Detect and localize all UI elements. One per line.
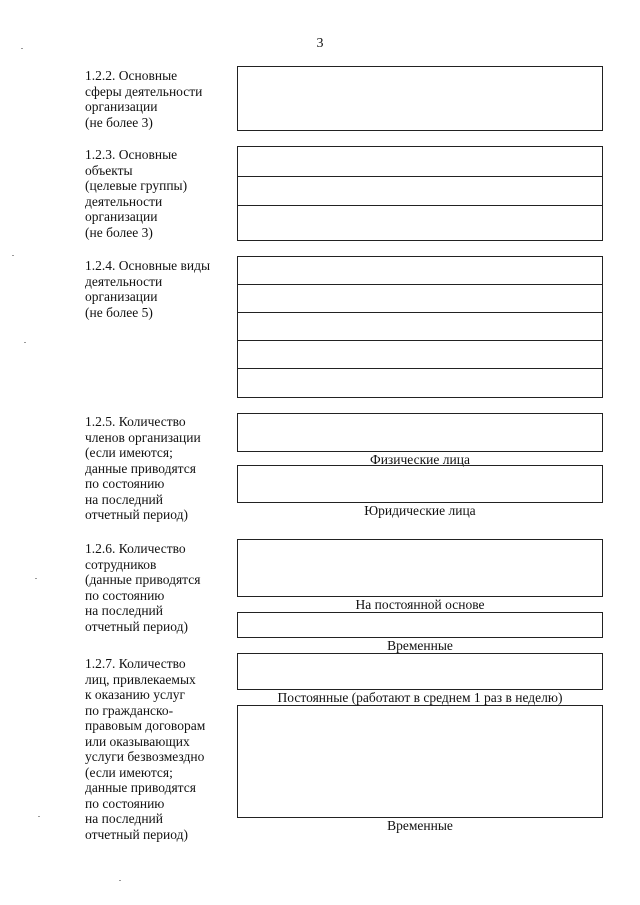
scan-speck — [119, 880, 121, 881]
section-1-2-4-row[interactable] — [238, 341, 602, 369]
section-1-2-4-row[interactable] — [238, 369, 602, 397]
section-1-2-7-temporary-field[interactable] — [237, 705, 603, 817]
page-number: 3 — [316, 36, 324, 51]
section-1-2-2-label: 1.2.2. Основные сферы деятельности организации (не более 3) — [85, 68, 203, 130]
section-1-2-2-field[interactable] — [237, 66, 603, 131]
section-1-2-5-legal-field[interactable] — [237, 465, 603, 502]
scan-speck — [35, 578, 37, 579]
section-1-2-5-label: 1.2.5. Количество членов организации (если имеются; данные приводятся по состоянию на последний отчетный период) — [85, 414, 201, 522]
section-1-2-4-row[interactable] — [238, 313, 602, 341]
section-1-2-3-label: 1.2.3. Основные объекты (целевые группы) деятельности организации (не более 3) — [85, 147, 188, 240]
section-1-2-4-row[interactable] — [238, 257, 602, 285]
section-1-2-4-table — [237, 256, 603, 398]
section-1-2-3-row[interactable] — [238, 206, 602, 240]
section-1-2-7-caption-temporary: Временные — [237, 817, 603, 833]
section-1-2-4-row[interactable] — [238, 285, 602, 313]
scan-speck — [21, 48, 23, 49]
section-1-2-6-caption-permanent: На постоянной основе — [237, 596, 603, 612]
scan-speck — [12, 255, 14, 256]
section-1-2-7-caption-permanent: Постоянные (работают в среднем 1 раз в неделю) — [237, 689, 603, 705]
scan-speck — [38, 816, 40, 817]
section-1-2-5-caption-legal: Юридические лица — [237, 502, 603, 518]
section-1-2-6-caption-temporary: Временные — [237, 637, 603, 653]
section-1-2-6-permanent-field[interactable] — [237, 539, 603, 596]
section-1-2-3-row[interactable] — [238, 147, 602, 177]
section-1-2-5-caption-physical: Физические лица — [237, 451, 603, 467]
section-1-2-3-row[interactable] — [238, 177, 602, 206]
section-1-2-6-temporary-field[interactable] — [237, 612, 603, 637]
section-1-2-5-physical-field[interactable] — [237, 413, 603, 451]
section-1-2-7-permanent-field[interactable] — [237, 653, 603, 689]
section-1-2-4-label: 1.2.4. Основные виды деятельности организации (не более 5) — [85, 258, 211, 320]
section-1-2-3-table — [237, 146, 603, 241]
section-1-2-6-label: 1.2.6. Количество сотрудников (данные приводятся по состоянию на последний отчетный период) — [85, 541, 201, 634]
section-1-2-7-label: 1.2.7. Количество лиц, привлекаемых к оказанию услуг по гражданско- правовым договорам или оказывающих услуги безвозмездно (если имеются; данные приводятся по состоянию на последний отчетный период) — [85, 656, 206, 842]
scan-speck — [24, 342, 26, 343]
